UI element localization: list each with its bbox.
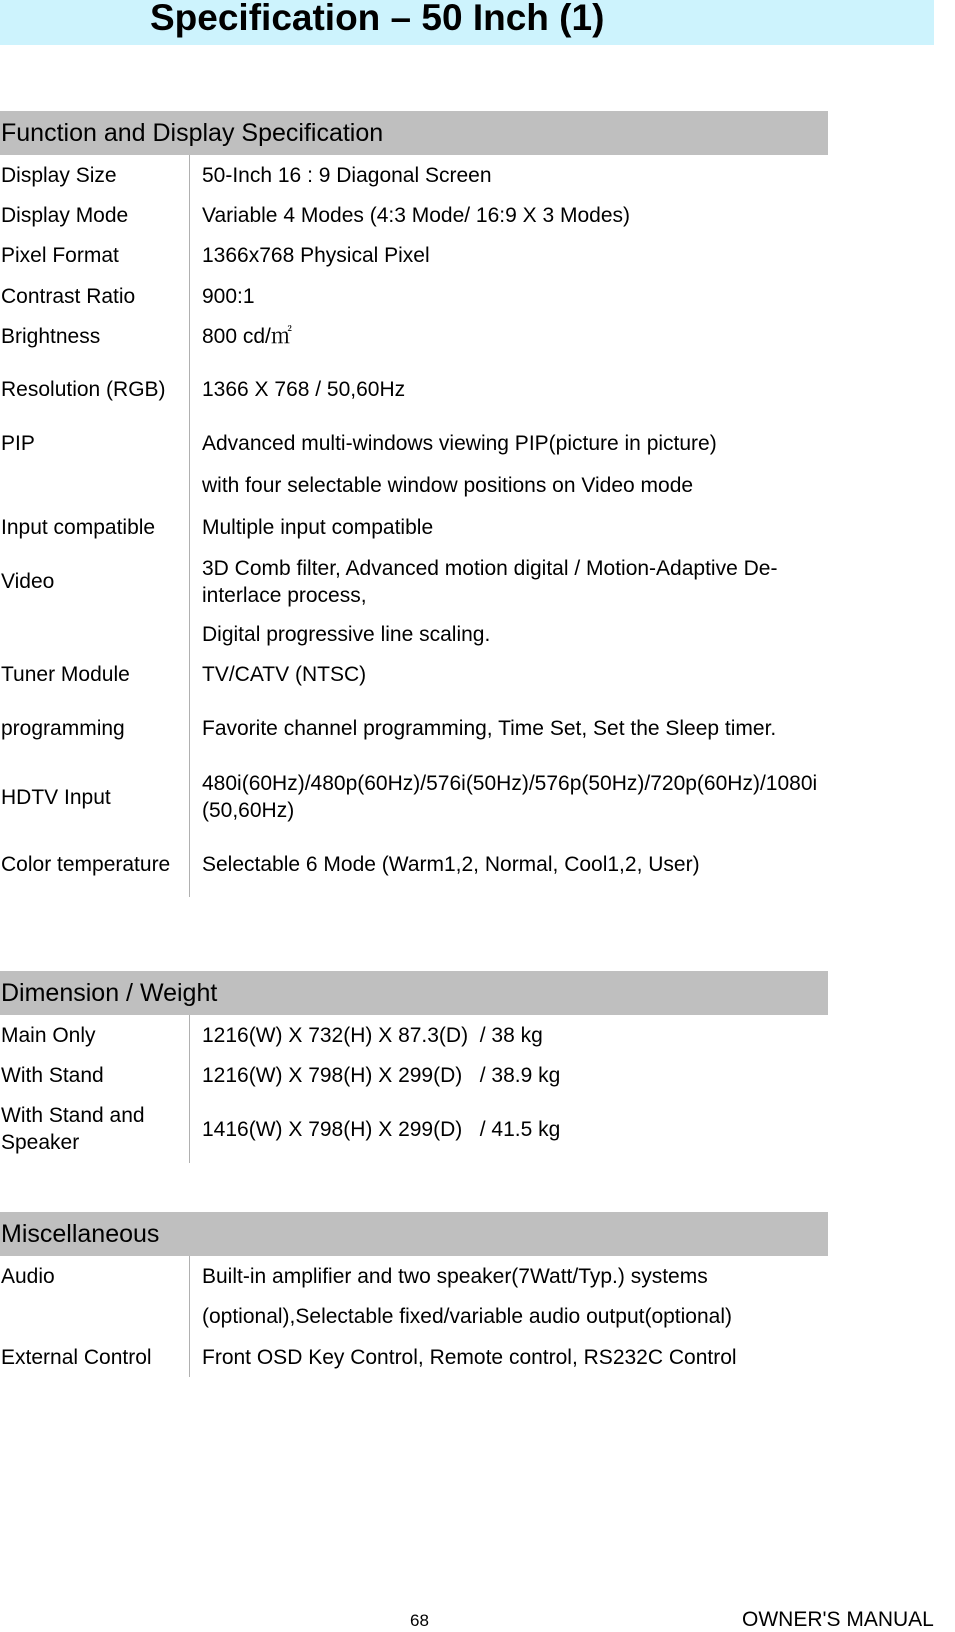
section-heading: Miscellaneous [0,1212,828,1256]
spec-value: 480i(60Hz)/480p(60Hz)/576i(50Hz)/576p(50Hz)/720p(60Hz)/1080i(50,60Hz) [202,772,818,822]
page-number: 68 [410,1611,429,1630]
spec-row [0,1015,828,1055]
spec-label: Brightness [1,324,101,348]
spec-row [0,276,828,316]
spec-label: PIP [1,432,35,455]
spec-label: Resolution (RGB) [1,378,166,401]
spec-label: Color temperature [1,853,171,876]
section-heading: Dimension / Weight [0,971,828,1015]
title-bar [0,0,934,45]
page-title: Specification – 50 Inch (1) [150,0,605,38]
spec-value: Favorite channel programming, Time Set, Set the Sleep timer. [202,717,777,740]
spec-value: 50-Inch 16 : 9 Diagonal Screen [202,163,492,187]
spec-value: Front OSD Key Control, Remote control, RS232C Control [202,1345,737,1369]
spec-row [0,615,828,654]
spec-value: 1366x768 Physical Pixel [202,244,430,267]
spec-label: Main Only [1,1023,96,1047]
spec-label: External Control [1,1345,152,1369]
spec-label: Pixel Format [1,244,119,267]
spec-row [0,195,828,235]
spec-row [0,423,828,464]
spec-label: programming [1,717,125,740]
spec-value: 900:1 [202,284,255,308]
spec-row [0,654,828,695]
spec-label: Tuner Module [1,663,130,686]
spec-row [0,507,828,548]
spec-row [0,155,828,195]
spec-rows [0,155,828,897]
spec-value: 1416(W) X 798(H) X 299(D) / 41.5 kg [202,1117,561,1141]
spec-value: 1366 X 768 / 50,60Hz [202,378,406,401]
spec-value: 1216(W) X 732(H) X 87.3(D) / 38 kg [202,1023,543,1047]
spec-row [0,316,828,356]
spec-row [0,695,828,762]
spec-value: TV/CATV (NTSC) [202,663,367,686]
spec-row [0,1296,828,1337]
section-dimension-weight [0,971,828,1163]
spec-row [0,1055,828,1095]
spec-row [0,832,828,897]
spec-value: Built-in amplifier and two speaker(7Watt/Typ.) systems [202,1264,708,1288]
spec-label: With Stand [1,1063,104,1087]
spec-value: 3D Comb filter, Advanced motion digital / Motion-Adaptive De-interlace process, [202,556,778,607]
spec-row [0,235,828,276]
spec-value: 800 cd/㎡ [202,324,292,348]
manual-label: OWNER'S MANUAL [742,1608,934,1631]
spec-value: (optional),Selectable fixed/variable audio output(optional) [202,1305,733,1328]
spec-label: Contrast Ratio [1,284,136,308]
spec-value: Advanced multi-windows viewing PIP(picture in picture) [202,432,717,455]
spec-rows [0,1015,828,1163]
spec-rows [0,1256,828,1377]
section-function-display [0,111,828,897]
spec-row [0,356,828,423]
spec-label: Display Mode [1,203,129,227]
spec-label: With Stand and Speaker [1,1104,145,1154]
spec-value: Selectable 6 Mode (Warm1,2, Normal, Cool1,2, User) [202,853,700,876]
spec-value: Multiple input compatible [202,516,434,539]
spec-label: Display Size [1,163,117,187]
spec-value: with four selectable window positions on Video mode [202,474,694,497]
spec-row [0,1256,828,1296]
spec-label: HDTV Input [1,785,111,809]
spec-value: 1216(W) X 798(H) X 299(D) / 38.9 kg [202,1063,561,1087]
spec-label: Audio [1,1264,55,1288]
spec-row [0,762,828,832]
spec-value: Variable 4 Modes (4:3 Mode/ 16:9 X 3 Modes) [202,203,631,227]
spec-value: Digital progressive line scaling. [202,623,491,646]
spec-row [0,548,828,615]
section-miscellaneous [0,1212,828,1377]
spec-label: Video [1,570,55,593]
spec-label: Input compatible [1,516,156,539]
spec-row [0,464,828,507]
section-heading: Function and Display Specification [0,111,828,155]
spec-row [0,1095,828,1163]
spec-row [0,1337,828,1377]
